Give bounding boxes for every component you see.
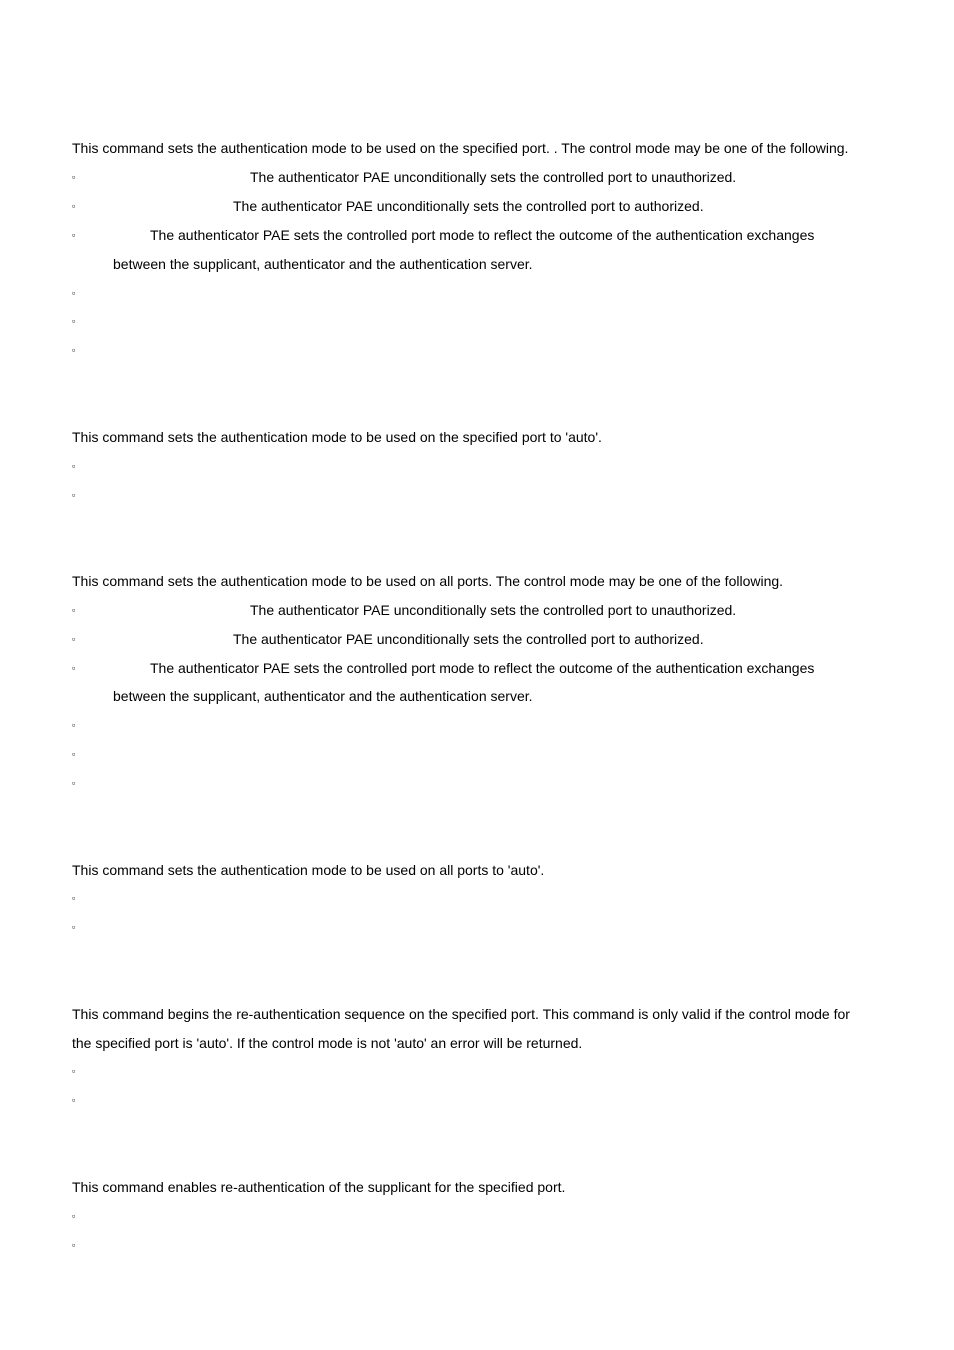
bullet-icon: ▫: [72, 1066, 76, 1076]
section-3-option-auto-description: The authenticator PAE sets the controlled port mode to reflect the outcome of the authentication exchanges: [150, 660, 815, 676]
section-3-option-authorized-description: The authenticator PAE unconditionally sets the controlled port to authorized.: [233, 631, 704, 647]
bullet-icon: ▫: [72, 345, 76, 355]
bullet-icon: ▫: [72, 605, 76, 615]
section-5-description-line-2: the specified port is 'auto'. If the control mode is not 'auto' an error will be returned.: [72, 1035, 583, 1051]
bullet-icon: ▫: [72, 172, 76, 182]
bullet-icon: ▫: [72, 461, 76, 471]
bullet-icon: ▫: [72, 749, 76, 759]
bullet-icon: ▫: [72, 922, 76, 932]
bullet-icon: ▫: [72, 288, 76, 298]
section-3-option-auto-continuation: between the supplicant, authenticator and the authentication server.: [113, 688, 533, 704]
bullet-icon: ▫: [72, 778, 76, 788]
section-2-description: This command sets the authentication mode to be used on the specified port to 'auto'.: [72, 429, 602, 445]
section-1-description: This command sets the authentication mode to be used on the specified port. . The control mode may be one of the following.: [72, 140, 849, 156]
bullet-icon: ▫: [72, 1240, 76, 1250]
section-3-description: This command sets the authentication mode to be used on all ports. The control mode may be one of the following.: [72, 573, 784, 589]
section-4-description: This command sets the authentication mode to be used on all ports to 'auto'.: [72, 862, 545, 878]
bullet-icon: ▫: [72, 316, 76, 326]
bullet-icon: ▫: [72, 1211, 76, 1221]
bullet-icon: ▫: [72, 1095, 76, 1105]
bullet-icon: ▫: [72, 634, 76, 644]
section-1-option-unauthorized-description: The authenticator PAE unconditionally sets the controlled port to unauthorized.: [250, 169, 737, 185]
bullet-icon: ▫: [72, 490, 76, 500]
section-5-description-line-1: This command begins the re-authentication sequence on the specified port. This command is only valid if the control mode for: [72, 1006, 850, 1022]
bullet-icon: ▫: [72, 663, 76, 673]
section-1-option-auto-description: The authenticator PAE sets the controlled port mode to reflect the outcome of the authentication exchanges: [150, 227, 815, 243]
section-3-option-unauthorized-description: The authenticator PAE unconditionally sets the controlled port to unauthorized.: [250, 602, 737, 618]
bullet-icon: ▫: [72, 720, 76, 730]
bullet-icon: ▫: [72, 201, 76, 211]
bullet-icon: ▫: [72, 230, 76, 240]
bullet-icon: ▫: [72, 893, 76, 903]
section-1-option-authorized-description: The authenticator PAE unconditionally sets the controlled port to authorized.: [233, 198, 704, 214]
section-6-description: This command enables re-authentication of the supplicant for the specified port.: [72, 1179, 566, 1195]
section-1-option-auto-continuation: between the supplicant, authenticator and the authentication server.: [113, 256, 533, 272]
